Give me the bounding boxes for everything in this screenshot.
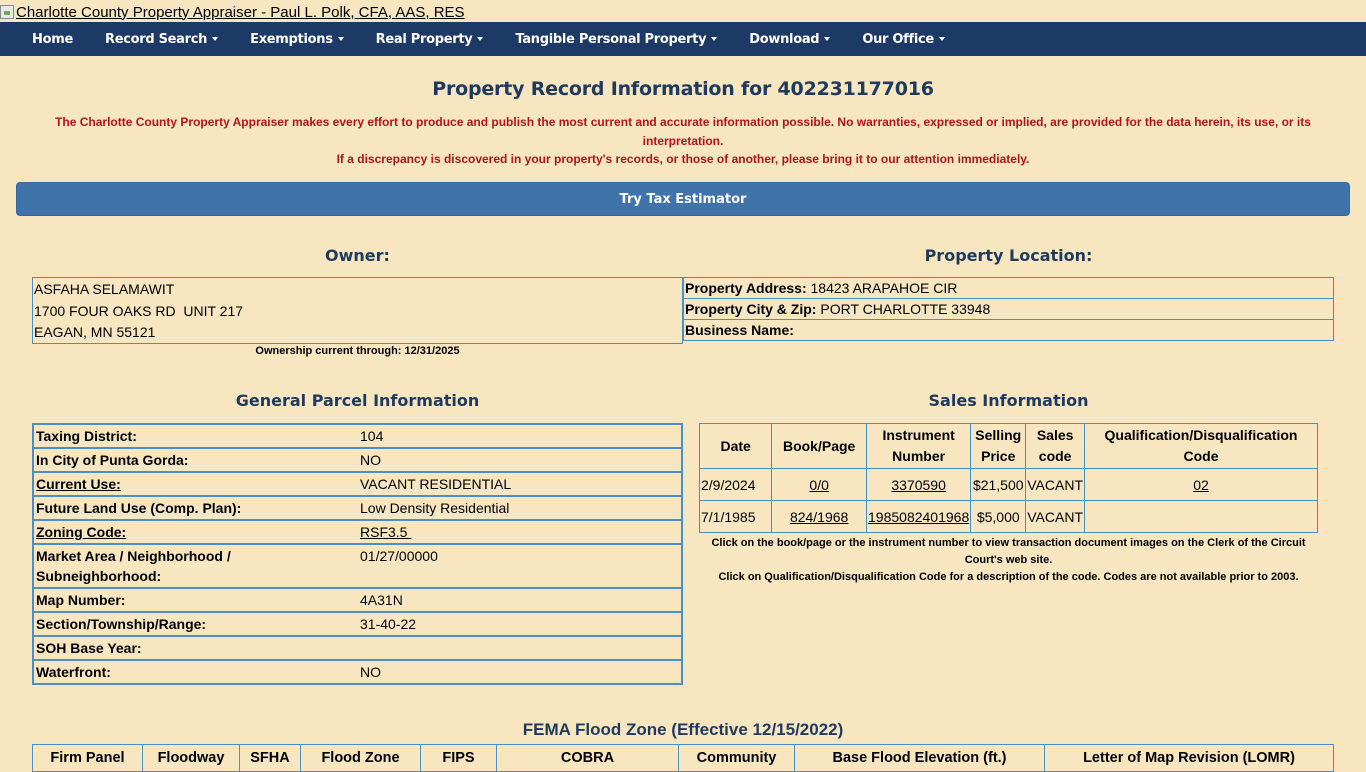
parcel-row: [33, 472, 682, 496]
parcel-label: Map Number:: [33, 588, 358, 612]
location-row: [684, 278, 1334, 299]
main-navbar: [0, 22, 1366, 56]
owner-address-line: 1700 FOUR OAKS RD UNIT 217: [34, 302, 244, 319]
col-sfha: SFHA: [240, 745, 301, 772]
sales-header-row: [700, 424, 1318, 469]
col-sales-code: Sales code: [1026, 424, 1085, 469]
sales-table: [699, 423, 1318, 533]
fema-header-row: [33, 745, 1334, 772]
location-row: [684, 320, 1334, 341]
caret-down-icon: [711, 37, 717, 41]
sales-code: VACANT: [1026, 501, 1085, 533]
parcel-value: [358, 636, 682, 660]
disclaimer: [40, 113, 1326, 169]
sales-row: [700, 501, 1318, 533]
parcel-row: [33, 424, 682, 448]
nav-label: Download: [749, 31, 820, 47]
parcel-value: 01/27/00000: [358, 544, 682, 588]
nav-label: Home: [32, 31, 73, 47]
parcel-label: Section/Township/Range:: [33, 612, 358, 636]
property-address-value: 18423 ARAPAHOE CIR: [810, 280, 958, 296]
broken-image-icon: [0, 5, 14, 19]
col-lomr: Letter of Map Revision (LOMR): [1045, 745, 1334, 772]
owner-city-state-zip: EAGAN, MN 55121: [34, 324, 156, 340]
parcel-label: In City of Punta Gorda:: [33, 448, 358, 472]
parcel-row: [33, 660, 682, 684]
col-firm-panel: Firm Panel: [33, 745, 143, 772]
parcel-info-table: [32, 423, 683, 685]
location-row: [684, 299, 1334, 320]
parcel-value: 31-40-22: [358, 612, 682, 636]
nav-home[interactable]: [0, 32, 89, 47]
zoning-code-value-link[interactable]: RSF3.5: [360, 524, 412, 540]
selling-price: $5,000: [971, 501, 1026, 533]
nav-label: Record Search: [104, 31, 208, 47]
ownership-current-note: Ownership current through: 12/31/2025: [255, 345, 460, 357]
nav-download[interactable]: [733, 32, 846, 47]
sale-date: 7/1/1985: [700, 501, 772, 533]
parcel-value: VACANT RESIDENTIAL: [358, 472, 682, 496]
qualification-code: [1085, 501, 1318, 533]
nav-record-search[interactable]: [89, 32, 234, 47]
zoning-code-label-link[interactable]: Zoning Code:: [36, 524, 127, 540]
col-fips: FIPS: [421, 745, 497, 772]
disclaimer-line-2: If a discrepancy is discovered in your property's records, or those of another, please bring it to our attention immediately.: [336, 152, 1030, 166]
caret-down-icon: [824, 37, 830, 41]
owner-title: Owner:: [325, 246, 390, 265]
property-location-table: [683, 277, 1334, 341]
qualification-code-link[interactable]: 02: [1193, 476, 1209, 493]
nav-tangible-personal-property[interactable]: [499, 32, 733, 47]
book-page-link[interactable]: 824/1968: [789, 508, 849, 525]
parcel-row: [33, 520, 682, 544]
sales-notes: [699, 535, 1318, 586]
parcel-label: Waterfront:: [33, 660, 358, 684]
logo-alt-text: Charlotte County Property Appraiser - Paul L. Polk, CFA, AAS, RES: [16, 3, 465, 21]
caret-down-icon: [477, 37, 483, 41]
disclaimer-line-1: The Charlotte County Property Appraiser makes every effort to produce and publish the most current and accurate information possible. No warranties, expressed or implied, are provided for the data herein, its use, or its interpretation.: [55, 115, 1311, 148]
sales-code: VACANT: [1026, 469, 1085, 501]
parcel-value: NO: [358, 448, 682, 472]
nav-label: Real Property: [375, 31, 473, 47]
owner-box: [32, 277, 683, 344]
nav-label: Tangible Personal Property: [515, 31, 707, 47]
col-base-flood-elevation: Base Flood Elevation (ft.): [795, 745, 1045, 772]
nav-label: Our Office: [862, 31, 934, 47]
current-use-link[interactable]: Current Use:: [36, 476, 121, 492]
parcel-row: [33, 448, 682, 472]
sales-note-2: Click on Qualification/Disqualification Code for a description of the code. Codes are not available prior to 2003.: [718, 571, 1299, 583]
parcel-value: 104: [360, 428, 384, 444]
parcel-row: [33, 544, 682, 588]
sales-title: Sales Information: [928, 391, 1089, 410]
instrument-number-link[interactable]: 3370590: [891, 476, 946, 493]
parcel-label: Future Land Use (Comp. Plan):: [33, 496, 358, 520]
nav-exemptions[interactable]: [234, 32, 360, 47]
page-title: Property Record Information for 402231177016: [432, 78, 934, 100]
parcel-value: Low Density Residential: [358, 496, 682, 520]
parcel-row: [33, 496, 682, 520]
parcel-title: General Parcel Information: [235, 391, 480, 410]
fema-title: FEMA Flood Zone (Effective 12/15/2022): [522, 720, 844, 739]
owner-name: ASFAHA SELAMAWIT: [34, 281, 175, 297]
parcel-value: NO: [358, 660, 682, 684]
location-label: Property Address:: [685, 280, 807, 296]
sales-row: [700, 469, 1318, 501]
nav-our-office[interactable]: [846, 32, 961, 47]
parcel-row: [33, 588, 682, 612]
location-title: Property Location:: [924, 246, 1093, 265]
caret-down-icon: [939, 37, 945, 41]
sale-date: 2/9/2024: [700, 469, 772, 501]
col-selling-price: Selling Price: [971, 424, 1026, 469]
tax-estimator-button[interactable]: Try Tax Estimator: [16, 182, 1350, 216]
parcel-label: Market Area / Neighborhood / Subneighborhood:: [33, 544, 358, 588]
nav-label: Exemptions: [250, 31, 333, 47]
site-logo-link[interactable]: [0, 2, 465, 22]
instrument-number-link[interactable]: 1985082401968: [868, 508, 970, 525]
location-label: Business Name:: [685, 322, 794, 338]
col-date: Date: [700, 424, 772, 469]
parcel-value: 4A31N: [358, 588, 682, 612]
selling-price: $21,500: [971, 469, 1026, 501]
col-qualification-code: Qualification/Disqualification Code: [1085, 424, 1318, 469]
parcel-row: [33, 636, 682, 660]
col-instrument-number: Instrument Number: [867, 424, 971, 469]
property-city-zip-value: PORT CHARLOTTE 33948: [820, 301, 991, 317]
parcel-label: Taxing District:: [36, 428, 137, 444]
col-cobra: COBRA: [497, 745, 679, 772]
parcel-label: SOH Base Year:: [33, 636, 358, 660]
book-page-link[interactable]: 0/0: [809, 476, 829, 493]
col-book-page: Book/Page: [772, 424, 867, 469]
col-community: Community: [679, 745, 795, 772]
col-flood-zone: Flood Zone: [301, 745, 421, 772]
nav-real-property[interactable]: [360, 32, 500, 47]
parcel-row: [33, 612, 682, 636]
caret-down-icon: [338, 37, 344, 41]
sales-note-1: Click on the book/page or the instrument number to view transaction document images on the Clerk of the Circuit Court's web site.: [711, 537, 1306, 566]
col-floodway: Floodway: [143, 745, 240, 772]
caret-down-icon: [212, 37, 218, 41]
location-label: Property City & Zip:: [685, 301, 817, 317]
